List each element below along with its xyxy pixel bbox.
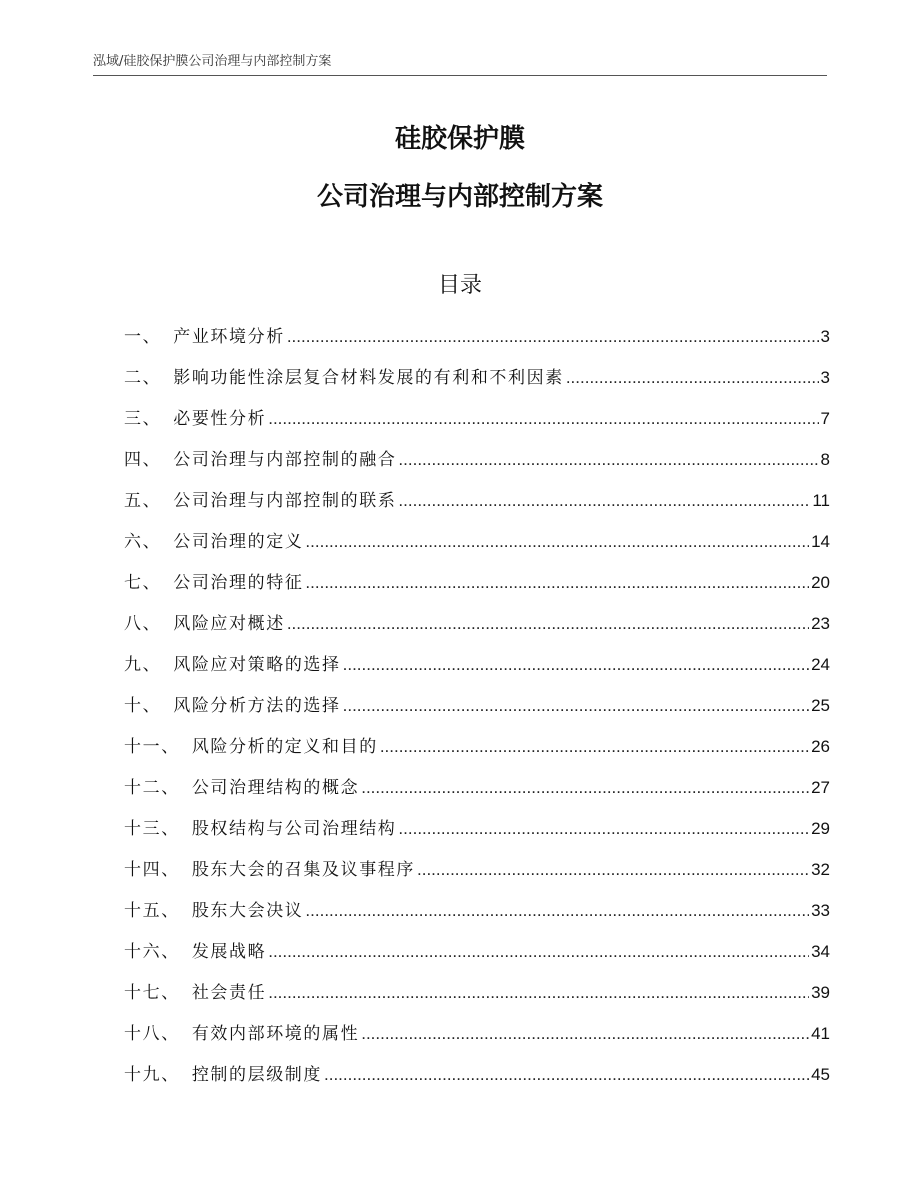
toc-entry-page-number: 27: [811, 778, 830, 797]
toc-entry-page-number: 11: [812, 491, 830, 510]
toc-dot-leader: [324, 1060, 809, 1090]
toc-entry[interactable]: [124, 363, 830, 404]
toc-heading: 目录: [437, 273, 482, 298]
toc-entry-separator: 、: [142, 696, 162, 716]
toc-dot-leader: [287, 609, 809, 639]
toc-entry-label: 社会责任: [191, 983, 267, 1003]
toc-entry-separator: 、: [161, 942, 180, 962]
toc-entry-page-number: 14: [811, 532, 830, 551]
toc-entry-separator: 、: [142, 655, 162, 675]
toc-entry-number: 七: [124, 573, 143, 593]
toc-entry-label: 公司治理与内部控制的融合: [173, 450, 397, 470]
toc-entry-number: 十一: [124, 737, 162, 757]
toc-entry-page-number: 34: [811, 942, 830, 961]
toc-entry-page-number: 26: [811, 737, 830, 756]
toc-entry[interactable]: [124, 732, 830, 773]
toc-dot-leader: [398, 814, 809, 844]
toc-entry-label: 必要性分析: [173, 409, 267, 429]
toc-dot-leader: [305, 896, 809, 926]
toc-entry-separator: 、: [161, 778, 180, 798]
toc-entry-page-number: 45: [811, 1065, 830, 1084]
toc-entry-separator: 、: [142, 614, 162, 634]
toc-entry-label: 股东大会的召集及议事程序: [191, 860, 416, 880]
toc-entry-separator: 、: [161, 819, 180, 839]
toc-entry-label: 公司治理的特征: [173, 573, 304, 593]
toc-entry-number: 十八: [124, 1024, 162, 1044]
toc-entry[interactable]: [124, 486, 830, 527]
toc-entry-page-number: 3: [820, 327, 830, 346]
toc-entry-label: 产业环境分析: [173, 327, 285, 347]
toc-dot-leader: [287, 322, 819, 352]
table-of-contents: [124, 322, 830, 1101]
toc-dot-leader: [361, 1019, 809, 1049]
toc-dot-leader: [398, 486, 810, 516]
toc-dot-leader: [343, 691, 809, 721]
toc-entry[interactable]: [124, 691, 830, 732]
toc-dot-leader: [417, 855, 809, 885]
toc-entry-label: 公司治理结构的概念: [191, 778, 360, 798]
toc-entry-separator: 、: [142, 491, 162, 511]
toc-entry[interactable]: [124, 855, 830, 896]
toc-dot-leader: [343, 650, 809, 680]
toc-dot-leader: [566, 363, 819, 393]
toc-entry-page-number: 32: [811, 860, 830, 879]
toc-entry-page-number: 39: [811, 983, 830, 1002]
toc-entry[interactable]: [124, 1019, 830, 1060]
toc-entry[interactable]: [124, 322, 830, 363]
toc-entry-label: 控制的层级制度: [191, 1065, 323, 1085]
toc-entry-separator: 、: [142, 532, 162, 552]
toc-entry-separator: 、: [161, 737, 180, 757]
toc-dot-leader: [361, 773, 809, 803]
toc-entry-number: 八: [124, 614, 143, 634]
toc-entry[interactable]: [124, 609, 830, 650]
toc-entry-page-number: 8: [820, 450, 830, 469]
running-header: 泓域/硅胶保护膜公司治理与内部控制方案: [93, 54, 332, 69]
toc-entry-number: 一: [124, 327, 143, 347]
toc-entry[interactable]: [124, 814, 830, 855]
toc-entry-separator: 、: [142, 450, 162, 470]
toc-entry-number: 十六: [124, 942, 162, 962]
toc-entry[interactable]: [124, 978, 830, 1019]
toc-entry[interactable]: [124, 1060, 830, 1101]
toc-entry-separator: 、: [142, 368, 162, 388]
toc-entry-separator: 、: [161, 1065, 180, 1085]
toc-entry-separator: 、: [161, 1024, 180, 1044]
toc-entry-label: 公司治理与内部控制的联系: [173, 491, 397, 511]
toc-entry-number: 二: [124, 368, 143, 388]
toc-entry[interactable]: [124, 527, 830, 568]
toc-entry[interactable]: [124, 650, 830, 691]
toc-entry-page-number: 23: [811, 614, 830, 633]
toc-entry-separator: 、: [142, 573, 162, 593]
toc-entry-number: 十三: [124, 819, 162, 839]
toc-entry-number: 十五: [124, 901, 162, 921]
toc-dot-leader: [268, 937, 809, 967]
toc-entry-number: 三: [124, 409, 143, 429]
toc-entry-separator: 、: [142, 409, 162, 429]
toc-dot-leader: [268, 978, 809, 1008]
toc-entry-label: 风险分析方法的选择: [173, 696, 341, 716]
toc-entry-page-number: 24: [811, 655, 830, 674]
toc-entry[interactable]: [124, 568, 830, 609]
toc-dot-leader: [268, 404, 818, 434]
toc-entry-separator: 、: [161, 901, 180, 921]
toc-entry-page-number: 7: [820, 409, 830, 428]
toc-dot-leader: [380, 732, 809, 762]
toc-entry-number: 十二: [124, 778, 162, 798]
toc-entry-page-number: 33: [811, 901, 830, 920]
toc-dot-leader: [305, 568, 809, 598]
toc-entry-separator: 、: [161, 860, 180, 880]
toc-entry-page-number: 41: [811, 1024, 830, 1043]
toc-entry[interactable]: [124, 937, 830, 978]
toc-entry-separator: 、: [142, 327, 162, 347]
toc-entry-label: 影响功能性涂层复合材料发展的有利和不利因素: [173, 368, 564, 388]
toc-entry-page-number: 20: [811, 573, 830, 592]
toc-entry[interactable]: [124, 404, 830, 445]
toc-entry-page-number: 29: [811, 819, 830, 838]
toc-entry-label: 发展战略: [191, 942, 267, 962]
toc-entry-label: 股东大会决议: [191, 901, 304, 921]
toc-entry-label: 风险应对概述: [173, 614, 285, 634]
toc-entry-number: 十九: [124, 1065, 162, 1085]
toc-entry-number: 九: [124, 655, 143, 675]
toc-entry-number: 十: [124, 696, 143, 716]
toc-entry-separator: 、: [161, 983, 180, 1003]
toc-entry-label: 公司治理的定义: [173, 532, 304, 552]
toc-entry-label: 股权结构与公司治理结构: [191, 819, 397, 839]
document-title-line-1: 硅胶保护膜: [394, 124, 525, 154]
toc-entry-label: 有效内部环境的属性: [191, 1024, 360, 1044]
header-divider: [93, 75, 827, 76]
toc-entry-label: 风险分析的定义和目的: [191, 737, 378, 757]
toc-entry-page-number: 25: [811, 696, 830, 715]
toc-entry[interactable]: [124, 773, 830, 814]
toc-entry-number: 十四: [124, 860, 162, 880]
toc-entry-number: 四: [124, 450, 143, 470]
toc-entry[interactable]: [124, 896, 830, 937]
toc-entry-number: 六: [124, 532, 143, 552]
toc-entry[interactable]: [124, 445, 830, 486]
toc-entry-number: 五: [124, 491, 143, 511]
toc-entry-label: 风险应对策略的选择: [173, 655, 341, 675]
toc-dot-leader: [305, 527, 809, 557]
document-title-line-2: 公司治理与内部控制方案: [316, 182, 603, 212]
toc-entry-number: 十七: [124, 983, 162, 1003]
toc-dot-leader: [398, 445, 818, 475]
toc-entry-page-number: 3: [820, 368, 830, 387]
